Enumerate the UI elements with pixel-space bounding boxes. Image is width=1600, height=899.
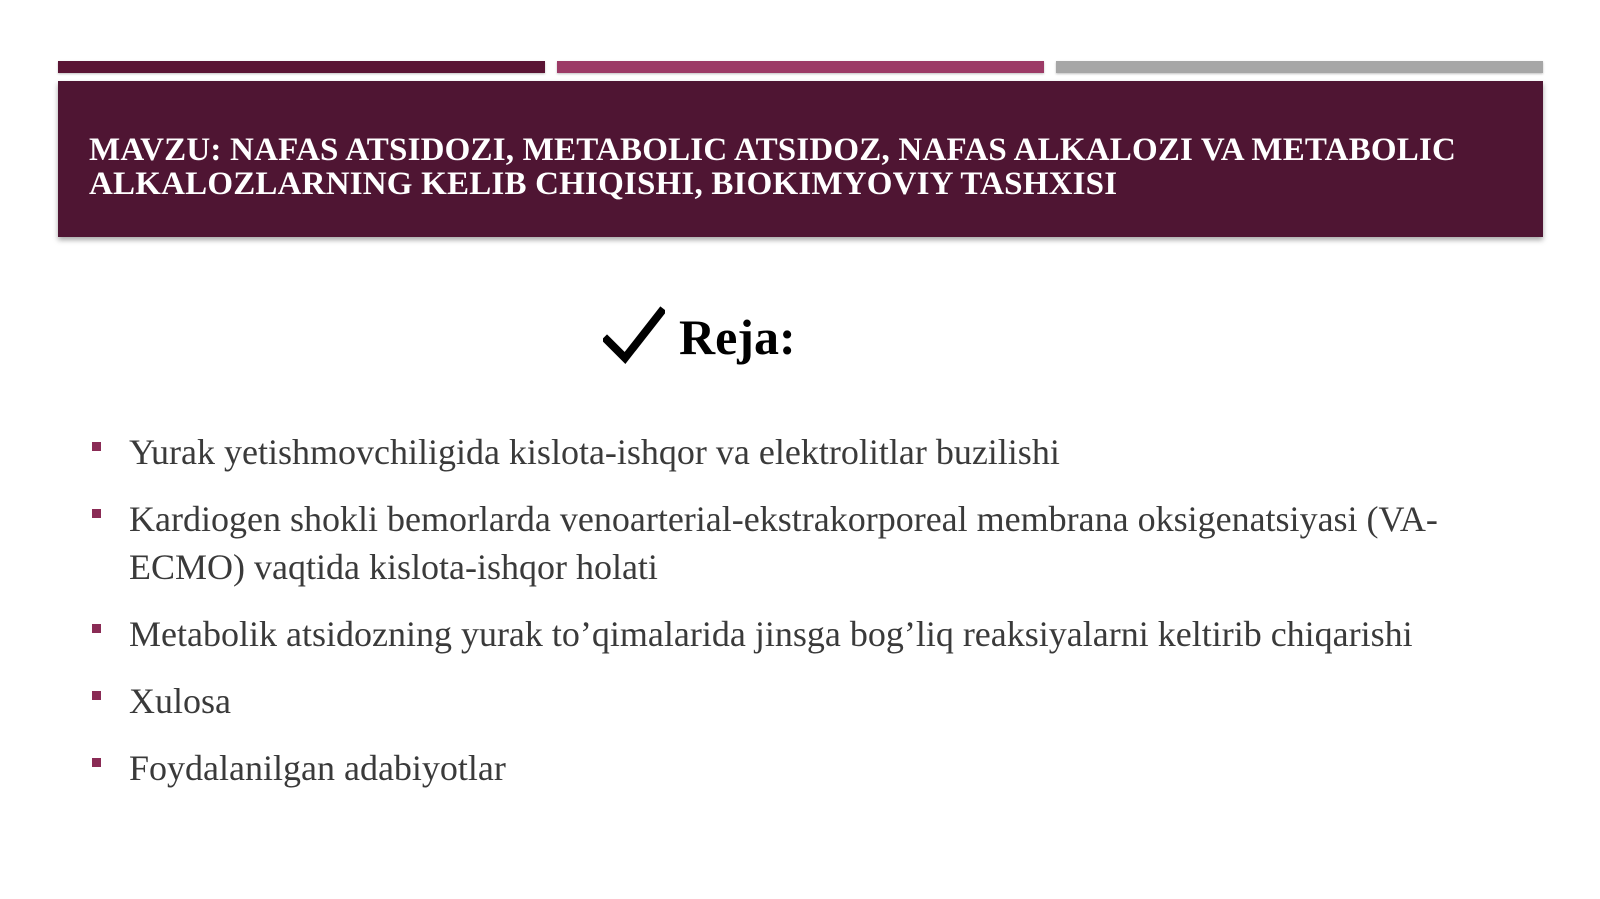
accent-bar-magenta (557, 61, 1044, 73)
accent-bar-gray (1056, 61, 1543, 73)
title-band (58, 81, 1543, 237)
list-item-text: Yurak yetishmovchiligida kislota-ishqor va elektrolitlar buzilishi (129, 432, 1060, 472)
bullet-list (88, 428, 1528, 811)
list-item (88, 610, 1528, 658)
list-item-text: Foydalanilgan adabiyotlar (129, 748, 506, 788)
list-item (88, 744, 1528, 792)
list-item (88, 428, 1528, 476)
subtitle-text: Reja: (679, 309, 796, 365)
list-item (88, 495, 1528, 591)
accent-bar-dark (58, 61, 545, 73)
slide-title: MAVZU: NAFAS ATSIDOZI, METABOLIC ATSIDOZ, NAFAS ALKALOZI VA METABOLIC ALKALOZLARNING KELIB CHIQISHI, BIOKIMYOVIY TASHXISI (89, 132, 1457, 202)
subtitle-row (603, 302, 796, 372)
checkmark-icon (603, 306, 665, 368)
list-item-text: Xulosa (129, 681, 231, 721)
bullet-square-icon (92, 442, 101, 451)
bullet-square-icon (92, 509, 101, 518)
list-item-text: Kardiogen shokli bemorlarda venoarterial-ekstrakorporeal membrana oksigenatsiyasi (VA-ECMO) vaqtida kislota-ishqor holati (129, 499, 1438, 587)
bullet-square-icon (92, 691, 101, 700)
list-item-text: Metabolik atsidozning yurak to’qimalarida jinsga bog’liq reaksiyalarni keltirib chiqarishi (129, 614, 1413, 654)
bullet-square-icon (92, 624, 101, 633)
bullet-square-icon (92, 758, 101, 767)
list-item (88, 677, 1528, 725)
